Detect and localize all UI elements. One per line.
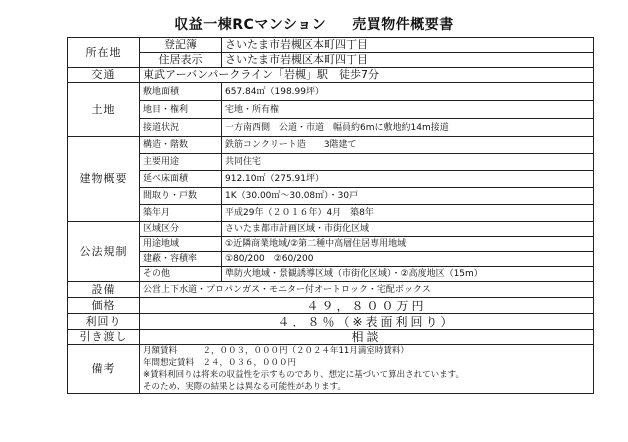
- remarks-line-disclaimer: そのため、実際の結果とは異なる可能性があります。: [143, 382, 346, 392]
- building-layout-value: 1K（30.00㎡～30.08㎡）・30戸: [222, 188, 594, 205]
- land-rights-value: 宅地・所有権: [222, 101, 594, 119]
- row-regulation-zoning: [68, 237, 594, 252]
- residence-label: 住居表示: [140, 53, 222, 68]
- title-main: 収益一棟RCマンション: [174, 17, 327, 33]
- land-road-label: 接道状況: [140, 119, 222, 137]
- regulation-ratio-value: ①80/200 ②60/200: [222, 252, 594, 267]
- land-label: 土地: [68, 83, 140, 137]
- yield-value: ４．８％（※表面利回り）: [140, 314, 594, 330]
- row-building-floor-area: [68, 171, 594, 188]
- row-access: [68, 68, 594, 83]
- row-building-use: [68, 154, 594, 171]
- land-area-value: 657.84㎡（198.99坪）: [222, 83, 594, 101]
- handover-value: 相談: [140, 330, 594, 345]
- building-structure-label: 構造・階数: [140, 137, 222, 154]
- building-built-label: 築年月: [140, 205, 222, 222]
- access-value: 東武アーバンパークライン「岩槻」駅 徒歩7分: [140, 68, 594, 83]
- regulation-area-value: さいたま都市計画区域・市街化区域: [222, 222, 594, 237]
- residence-value: さいたま市岩槻区本町四丁目: [222, 53, 594, 68]
- building-use-label: 主要用途: [140, 154, 222, 171]
- location-label: 所在地: [68, 38, 140, 68]
- registry-value: さいたま市岩槻区本町四丁目: [222, 38, 594, 53]
- document-title: [0, 14, 628, 34]
- price-value: ４９，８００万円: [140, 298, 594, 314]
- building-layout-label: 間取り・戸数: [140, 188, 222, 205]
- handover-label: 引き渡し: [68, 330, 140, 345]
- title-sub: 売買物件概要書: [352, 17, 454, 33]
- price-label: 価格: [68, 298, 140, 314]
- row-remarks: [68, 345, 594, 394]
- regulation-zoning-label: 用途地域: [140, 237, 222, 252]
- row-facilities: [68, 282, 594, 298]
- registry-label: 登記簿: [140, 38, 222, 53]
- access-label: 交通: [68, 68, 140, 83]
- land-rights-label: 地目・権利: [140, 101, 222, 119]
- row-location-registry: [68, 38, 594, 53]
- row-land-road: [68, 119, 594, 137]
- building-structure-value: 鉄筋コンクリート造 3階建て: [222, 137, 594, 154]
- land-road-value: 一方南西側 公道・市道 幅員約6mに敷地約14m接道: [222, 119, 594, 137]
- row-regulation-other: [68, 267, 594, 282]
- row-location-residence: [68, 53, 594, 68]
- building-use-value: 共同住宅: [222, 154, 594, 171]
- row-building-layout: [68, 188, 594, 205]
- row-land-area: [68, 83, 594, 101]
- facilities-label: 設備: [68, 282, 140, 298]
- building-label: 建物概要: [68, 137, 140, 222]
- row-handover: [68, 330, 594, 345]
- building-floor-area-value: 912.10㎡（275.91坪）: [222, 171, 594, 188]
- regulation-area-label: 区域区分: [140, 222, 222, 237]
- row-regulation-ratio: [68, 252, 594, 267]
- regulation-ratio-label: 建蔽・容積率: [140, 252, 222, 267]
- building-floor-area-label: 延べ床面積: [140, 171, 222, 188]
- remarks-line-annual-rent: 年間想定賃料 ２４，０３６，０００円: [143, 358, 297, 368]
- regulation-other-label: その他: [140, 267, 222, 282]
- remarks-line-note: ※賃料利回りは将来の収益性を示すものであり、想定に基づいて算出されています。: [143, 370, 464, 380]
- row-building-built: [68, 205, 594, 222]
- property-spec-table: [67, 37, 594, 394]
- row-regulation-area: [68, 222, 594, 237]
- remarks-label: 備考: [68, 345, 140, 394]
- regulation-zoning-value: ①近隣商業地域/②第二種中高層住居専用地域: [222, 237, 594, 252]
- row-building-structure: [68, 137, 594, 154]
- regulation-other-value: 準防火地域・景観誘導区域（市街化区域）・②高度地区（15m）: [222, 267, 594, 282]
- land-area-label: 敷地面積: [140, 83, 222, 101]
- regulation-label: 公法規制: [68, 222, 140, 282]
- facilities-value: 公営上下水道・プロパンガス・モニター付オートロック・宅配ボックス: [140, 282, 594, 298]
- remarks-line-monthly-rent: 月額賃料 ２，００３，０００円（２０２４年11月満室時賃料）: [143, 346, 409, 356]
- building-built-value: 平成29年（２０１６年）4月 築8年: [222, 205, 594, 222]
- row-yield: [68, 314, 594, 330]
- row-land-rights: [68, 101, 594, 119]
- row-price: [68, 298, 594, 314]
- yield-label: 利回り: [68, 314, 140, 330]
- remarks-content: [140, 345, 594, 394]
